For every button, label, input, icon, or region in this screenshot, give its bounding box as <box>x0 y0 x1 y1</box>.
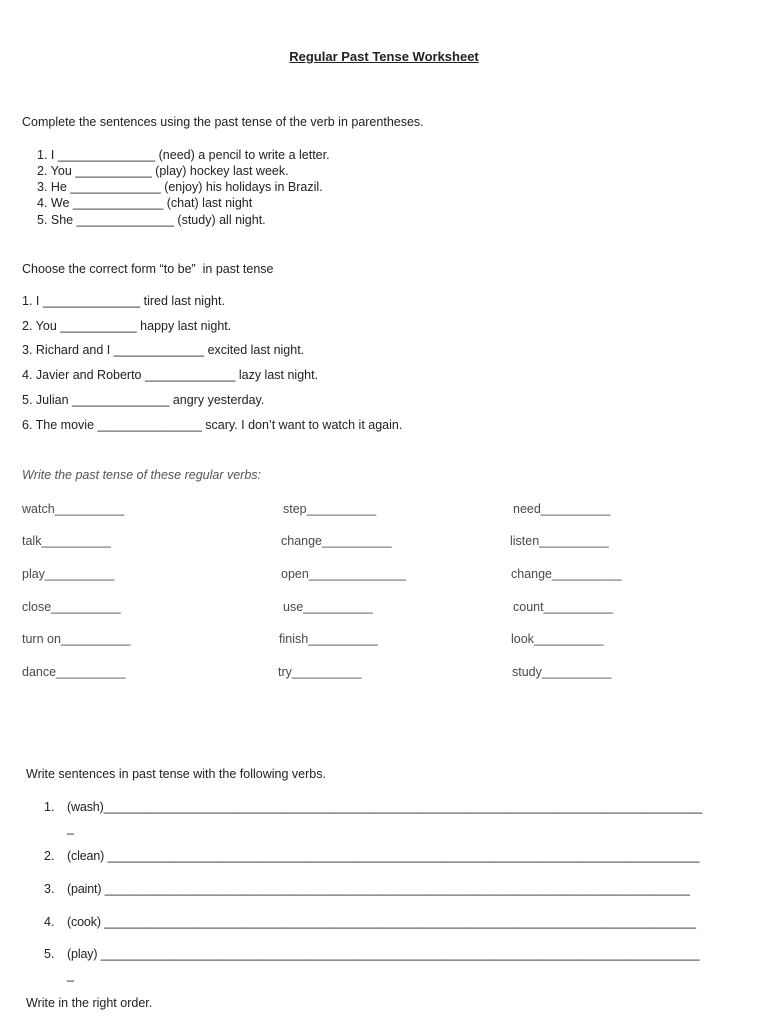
section4-item-continuation: _ <box>67 821 74 835</box>
section4-instruction: Write sentences in past tense with the following verbs. <box>26 767 326 781</box>
verb-blank: try__________ <box>278 665 362 679</box>
worksheet-title: Regular Past Tense Worksheet <box>289 49 479 64</box>
verb-blank: dance__________ <box>22 665 126 679</box>
section4-item-continuation: _ <box>67 968 74 982</box>
section2-item: 5. Julian ______________ angry yesterday. <box>22 393 265 407</box>
verb-blank: watch__________ <box>22 502 125 516</box>
section4-item: (paint) ______________________________________________________________________________________ <box>67 882 690 896</box>
section1-item: 3. He _____________ (enjoy) his holidays in Brazil. <box>37 180 323 194</box>
verb-blank: play__________ <box>22 567 115 581</box>
section4-item-number: 3. <box>44 882 55 896</box>
section4-item: (cook) _______________________________________________________________________________________ <box>67 915 696 929</box>
verb-blank: change__________ <box>511 567 622 581</box>
section1-instruction: Complete the sentences using the past tense of the verb in parentheses. <box>22 115 424 129</box>
section4-item-number: 5. <box>44 947 55 961</box>
verb-blank: use__________ <box>283 600 373 614</box>
verb-blank: change__________ <box>281 534 392 548</box>
verb-blank: look__________ <box>511 632 604 646</box>
section2-item: 1. I ______________ tired last night. <box>22 294 225 308</box>
section2-item: 2. You ___________ happy last night. <box>22 319 232 333</box>
verb-blank: study__________ <box>512 665 612 679</box>
verb-blank: talk__________ <box>22 534 111 548</box>
section2-item: 3. Richard and I _____________ excited last night. <box>22 343 305 357</box>
section4-item-number: 4. <box>44 915 55 929</box>
section4-item-number: 1. <box>44 800 55 814</box>
section2-item: 6. The movie _______________ scary. I don’t want to watch it again. <box>22 418 403 432</box>
section1-item: 1. I ______________ (need) a pencil to write a letter. <box>37 148 330 162</box>
verb-blank: step__________ <box>283 502 377 516</box>
verb-blank: count__________ <box>513 600 614 614</box>
section3-instruction: Write the past tense of these regular verbs: <box>22 468 262 482</box>
section5-instruction: Write in the right order. <box>26 996 153 1010</box>
verb-blank: open______________ <box>281 567 407 581</box>
section4-item: (clean) _______________________________________________________________________________________ <box>67 849 700 863</box>
section4-item: (wash)________________________________________________________________________________________ <box>67 800 703 814</box>
section1-item: 2. You ___________ (play) hockey last week. <box>37 164 289 178</box>
verb-blank: need__________ <box>513 502 611 516</box>
section4-item: (play) ________________________________________________________________________________________ <box>67 947 700 961</box>
section1-item: 5. She ______________ (study) all night. <box>37 213 266 227</box>
section2-item: 4. Javier and Roberto _____________ lazy last night. <box>22 368 319 382</box>
verb-blank: turn on__________ <box>22 632 131 646</box>
section2-instruction: Choose the correct form “to be” in past tense <box>22 262 274 276</box>
section4-item-number: 2. <box>44 849 55 863</box>
verb-blank: close__________ <box>22 600 121 614</box>
section1-item: 4. We _____________ (chat) last night <box>37 196 253 210</box>
verb-blank: finish__________ <box>279 632 378 646</box>
verb-blank: listen__________ <box>510 534 609 548</box>
